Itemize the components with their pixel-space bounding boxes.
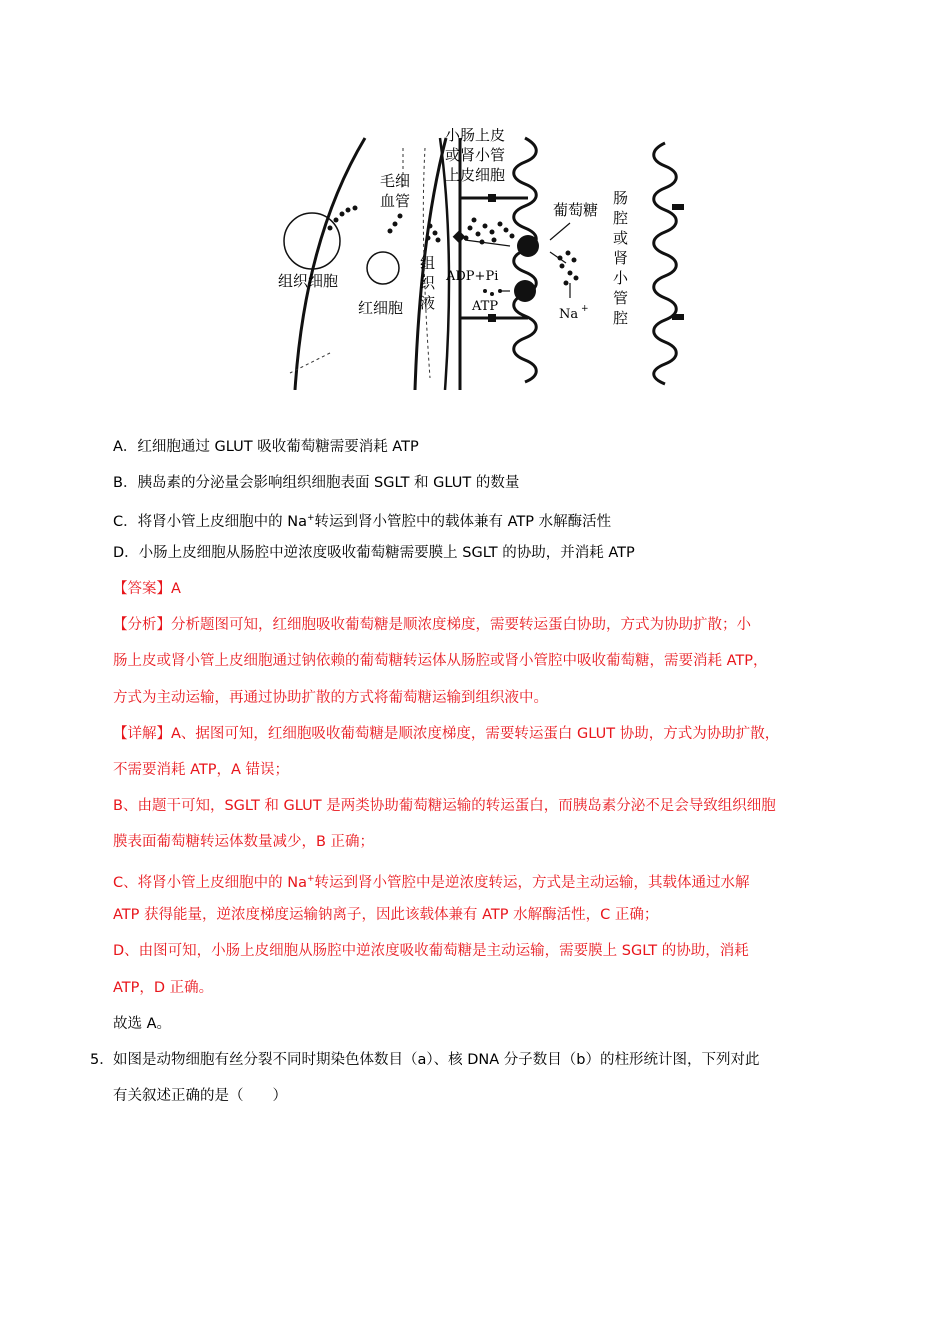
capillary-wall-left [295, 138, 365, 390]
option-c [113, 508, 611, 532]
option-d: D．小肠上皮细胞从肠腔中逆浓度吸收葡萄糖需要膜上 SGLT 的协助，并消耗 ATP [113, 545, 635, 561]
adp-label: ADP+Pi [446, 269, 499, 284]
detail-line-4: 膜表面葡萄糖转运体数量减少，B 正确； [113, 834, 375, 850]
detail-line-8: ATP，D 正确。 [113, 980, 214, 996]
option-b: B．胰岛素的分泌量会影响组织细胞表面 SGLT 和 GLUT 的数量 [113, 475, 520, 491]
detail-c-pre: C、将肾小管上皮细胞中的 Na [113, 874, 307, 891]
question-5-line-1: 如图是动物细胞有丝分裂不同时期染色体数目（a）、核 DNA 分子数目（b）的柱形统计图，下列对此 [113, 1052, 760, 1068]
capillary-label-2: 血管 [380, 192, 411, 210]
detail-line-5 [113, 869, 750, 893]
detail-line-7: D、由图可知，小肠上皮细胞从肠腔中逆浓度吸收葡萄糖是主动运输，需要膜上 SGLT 的协助，消耗 [113, 943, 749, 959]
analysis-line-1: 【分析】分析题图可知，红细胞吸收葡萄糖是顺浓度梯度，需要转运蛋白协助，方式为协助扩散；小 [113, 617, 751, 633]
tissue-fluid-char-1: 组 [420, 254, 436, 272]
atp-label: ATP [472, 299, 499, 314]
question-5-line-2: 有关叙述正确的是（ ） [113, 1088, 287, 1104]
option-c-pre: C．将肾小管上皮细胞中的 Na [113, 513, 307, 530]
glut-transporter [453, 230, 466, 243]
question-5-number: 5． [90, 1052, 114, 1068]
lumen-char-6: 管 [613, 289, 629, 307]
lumen-char-5: 小 [613, 269, 629, 287]
detail-line-1: 【详解】A、据图可知，红细胞吸收葡萄糖是顺浓度梯度，需要转运蛋白 GLUT 协助，方式为协助扩散， [113, 726, 780, 742]
tissue-cell-label: 组织细胞 [278, 272, 339, 290]
detail-line-3: B、由题干可知，SGLT 和 GLUT 是两类协助葡萄糖运输的转运蛋白，而胰岛素分泌不足会导致组织细胞 [113, 798, 776, 814]
option-c-sup: + [306, 513, 315, 523]
lumen-char-7: 腔 [613, 309, 629, 327]
tissue-fluid-char-2: 织 [420, 274, 436, 292]
red-blood-cell [367, 252, 399, 284]
detail-c-sup: + [306, 874, 315, 884]
lumen-char-3: 或 [613, 229, 629, 247]
na-sup: + [581, 304, 589, 314]
option-c-post: 转运到肾小管腔中的载体兼有 ATP 水解酶活性 [314, 513, 612, 530]
detail-c-post: 转运到肾小管腔中是逆浓度转运，方式是主动运输，其载体通过水解 [314, 874, 750, 891]
detail-line-6: ATP 获得能量，逆浓度梯度运输钠离子，因此该载体兼有 ATP 水解酶活性，C 正确； [113, 907, 659, 923]
tissue-cell [284, 213, 340, 269]
cell-type-label-1: 小肠上皮 [445, 128, 506, 144]
cell-type-label-2: 或肾小管 [445, 146, 506, 164]
detail-line-2: 不需要消耗 ATP，A 错误； [113, 762, 290, 778]
capillary-label-1: 毛细 [380, 172, 411, 190]
tissue-fluid-char-3: 液 [420, 294, 436, 312]
na-pump [514, 280, 536, 302]
conclusion: 故选 A。 [113, 1016, 172, 1032]
analysis-line-2: 肠上皮或肾小管上皮细胞通过钠依赖的葡萄糖转运体从肠腔或肾小管腔中吸收葡萄糖，需要消耗 ATP， [113, 653, 768, 669]
analysis-line-3: 方式为主动运输，再通过协助扩散的方式将葡萄糖运输到组织液中。 [113, 690, 548, 706]
red-cell-label: 红细胞 [358, 299, 404, 317]
transport-diagram-svg [270, 128, 690, 390]
option-a: A．红细胞通过 GLUT 吸收葡萄糖需要消耗 ATP [113, 439, 419, 455]
lumen-char-2: 腔 [613, 209, 629, 227]
answer: 【答案】A [113, 581, 181, 597]
microvilli-membrane [514, 138, 537, 382]
lumen-membrane-right [654, 143, 677, 384]
glucose-label: 葡萄糖 [553, 201, 599, 219]
cell-type-label-3: 上皮细胞 [445, 166, 506, 184]
na-label: Na [559, 307, 579, 322]
sglt-transporter [517, 235, 539, 257]
lumen-char-1: 肠 [613, 189, 629, 207]
transport-diagram [270, 128, 690, 390]
lumen-char-4: 肾 [613, 249, 629, 267]
